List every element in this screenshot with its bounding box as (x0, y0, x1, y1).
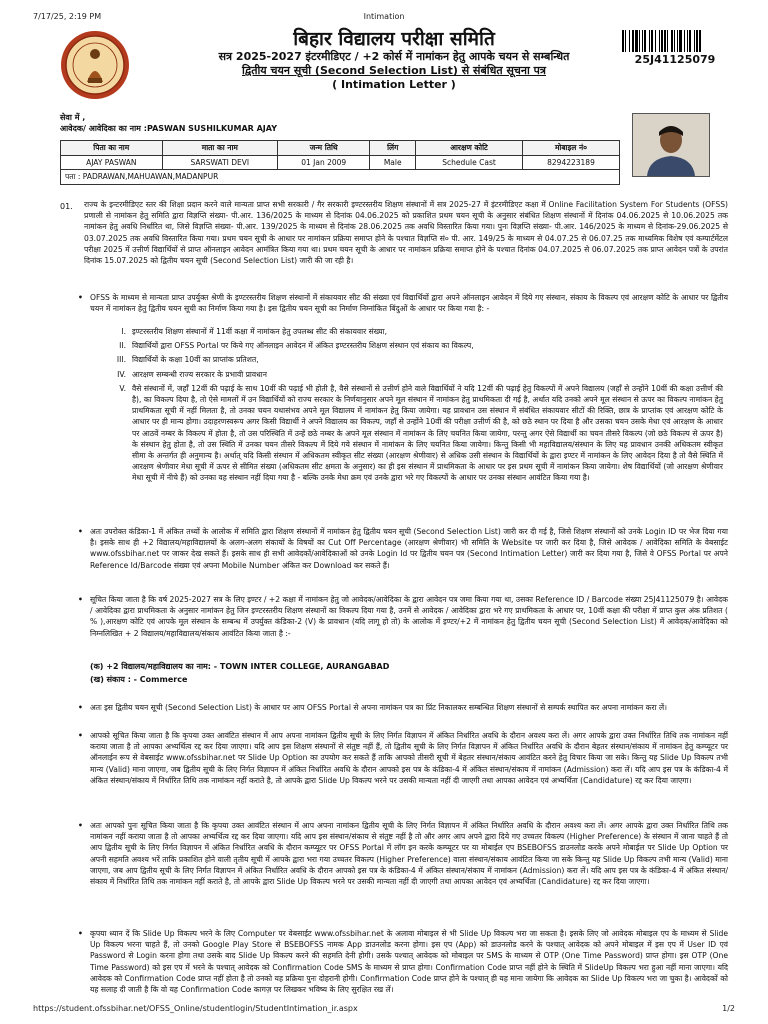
mother-name: SARSWATI DEVI (162, 156, 278, 170)
allotted-school-label: (क) +2 विद्यालय/महाविद्यालय का नाम: - (90, 662, 218, 671)
barcode-bar (671, 30, 673, 52)
criteria-text: आरक्षण सम्बन्धी राज्य सरकार के प्रभावी प्रावधान (132, 369, 267, 379)
col-dob: जन्म तिथि (278, 141, 370, 156)
seva-me: सेवा में , (60, 113, 86, 122)
barcode-bar (699, 30, 701, 52)
info-table-header-row (61, 141, 620, 156)
barcode-number: 25J41125079 (634, 53, 716, 66)
applicant-name-label: आवेदक/ आवेदिका का नाम : (60, 124, 147, 133)
date-of-birth: 01 Jan 2009 (278, 156, 370, 170)
criteria-number: I. (121, 327, 126, 336)
criteria-text: इण्टरस्तरीय शिक्षण संस्थानों में 11वीं कक्षा में नामांकन हेतु उपलब्ध सीट की संकायवार संख्या, (132, 327, 387, 336)
criteria-text: वैसे संस्थानों में, जहाँ 12वीं की पढ़ाई के साथ 10वीं की पढ़ाई भी होती है, वैसे संस्थानों से उत्तीर्ण होने वाले विद्यार्थियों ने यदि 12वीं की पढ़ाई हेतु विकल्पों में अपने विद्यालय (जहाँ से उन्होंने 10वीं की कक्षा उत्तीर्ण की है), का विकल्प दिया है, तो ऐसे मामलों में उन विद्यार्थियों को राज्य सरकार के निर्णयानुसार अपने मूल संस्थान में नामांकन हेतु प्राथमिकता दी गई है, अर्थात यदि उनको अपने मूल संस्थान से ऊपर का विकल्प नामांकन हेतु प्राथमिकता सूची में नहीं मिलता है, तो उनका चयन यथासंभव अपने मूल विद्यालय में नामांकन हेतु किया जायेगा। यह प्रावधान उस संस्थान में संबंधित संकायवार सीटों की रिक्ति, छात्र के प्राप्तांक एवं आरक्षण कोटि के आधार पर ही मान्य होगा। उदाहरणस्वरूप अगर किसी विद्यार्थी ने अपने विद्यालय का विकल्प, जहाँ से उन्होंने 10वीं की परीक्षा उत्तीर्ण की है, को छठे स्थान पर दिया है और उसका चयन उसके मेधा एवं आरक्षण के आधार पर आठवें नम्बर के विकल्प में होता है, तो उस परिस्थिति में उन्हें छठे नम्बर के अपने मूल संस्थान में नामांकन के लिए चयनित किया जायेगा, परन्तु अगर ऐसे विद्यार्थी का चयन तीसरे विकल्प (जो छठे विकल्प से ऊपर है) के संस्थान हेतु होता है, तो उस स्थिति में उनका चयन तीसरे विकल्प में दिये गये संस्थान में नामांकन के लिए चयनित किया जायेगा। किन्तु किसी भी महाविद्यालय/संस्थान के लिए यह प्रावधान उनकी अधिकतम स्वीकृत सीमा के अन्तर्गत ही अनुमान्य है। अर्थात् यदि किसी संस्थान में अधिकतम स्वीकृत सीट संख्या (आरक्षण श्रेणीवार) से अधिक उसी संस्थान के विद्यार्थियों के द्वारा इण्टर में नामांकन के लिए आवेदन दिया है तो वैसे स्थिति में आरक्षण श्रेणीवार मेधा सूची में ऊपर से सीमित संख्या (अधिकतम सीट क्षमता के अनुसार) का ही इस संस्थान में प्राथमिकता के आधार पर इस प्रथम सूची में नामांकन किया जायेगा। शेष विद्यार्थियों (जो आरक्षण श्रेणीवार मेधा सूची में नीचे हैं) को उनका वह संस्थान नहीं दिया गया है - बल्कि उनके मेधा क्रम एवं उनके द्वारा भरे गए विकल्पों के आधार पर उनका संस्थान आवंटित किया गया है। (132, 383, 723, 483)
print-url: https://student.ofssbihar.net/OFSS_Online/studentlogin/StudentIntimation_ir.aspx (33, 1004, 358, 1013)
barcode-bar (622, 30, 624, 52)
barcode-bar (667, 30, 668, 52)
bullet6-text: • अतः आपको पुनः सूचित किया जाता है कि कृपया उक्त आवंटित संस्थान में आप अपना नामांकन द्वितीय सूची के लिए निर्गत विज्ञापन में अंकित निर्धारित अवधि के दौरान अवश्य करा लें। अगर आपके द्वारा उक्त निर्धारित तिथि तक नामांकन नहीं कराया जाता है तो आपका अभ्यर्थित्व रद्द कर दिया जाएगा। यदि आप इस संस्थान/संकाय से संतुष्ट नहीं है तो और अगर आप अपने द्वारा दिये गए उच्चतर विकल्प (Higher Preference) के संस्थान में जाना चाहते हैं तो आप द्वितीय सूची के लिए निर्गत विज्ञापन में अंकित निर्धारित अवधि के दौरान कम्प्यूटर पर OFSS Portal में लॉग इन करके कम्प्यूटर पर या मोबाईल एप BSEBOFSS डाउनलोड करके अपने मोबाईल पर Slide Up Option पर अपनी सहमति अवश्य भरें ताकि प्रकाशित होने वाली तृतीय सूची में आपके द्वारा भरा गया उच्चतर विकल्प (Higher Preference) वाला संस्थान/संकाय आवंटित किया जा सके किन्तु यह Slide Up विकल्प तभी मान्य (Valid) माना जाएगा, जब आप द्वितीय सूची के लिए निर्गत विज्ञापन में अंकित निर्धारित अवधि के दौरान आपको इस पत्र के कंडिका-4 में अंकित संस्थान/संकाय में नामांकन (Admission) करा लें। यदि आप इस पत्र के कंडिका-4 में अंकित संस्थान/संकाय में निर्धारित तिथि तक नामांकन नहीं कराते है, तो आपके द्वारा Slide Up विकल्प भरने पर उसकी मान्यता नहीं दी जाएगी तथा आपका आवेदन एवं अभ्यर्थिता (Candidature) रद्द कर दिया जाएगा। (90, 820, 728, 887)
bullet5-text: • आपको सूचित किया जाता है कि कृपया उक्त आवंटित संस्थान में आप अपना नामांकन द्वितीय सूची के लिए निर्गत विज्ञापन में अंकित निर्धारित अवधि के दौरान अवश्य करा लें। अगर आपके द्वारा उक्त निर्धारित तिथि तक नामांकन नहीं कराया जाता है तो आपका अभ्यर्थित्व रद्द कर दिया जाएगा। यदि आप इस शिक्षण संस्थानों से संतुष्ट नहीं हैं, तो द्वितीय सूची के लिए निर्गत विज्ञापन में अंकित निर्धारित अवधि के दौरान बेहतर संस्थान/संकाय में नामांकन हेतु कम्प्यूटर पर ऑनलाईन रूप से वेबसाईट www.ofssbihar.net पर Slide Up Option का उपयोग कर सकते हैं ताकि आपको तीसरी सूची में बेहतर संस्थान/संकाय आवंटित करने हेतु विचार किया जा सके। किन्तु यह Slide Up विकल्प तभी मान्य (Valid) माना जाएगा, जब द्वितीय सूची के लिए निर्गत विज्ञापन में अंकित निर्धारित अवधि के दौरान आपको इस पत्र के कंडिका-4 में अंकित संस्थान/संकाय में नामांकन (Admission) करा लें। यदि आप इस पत्र के कंडिका-4 में अंकित संस्थान/संकाय में निर्धारित तिथि तक नामांकन नहीं कराते है, तो आपके द्वारा Slide Up विकल्प भरने पर उसकी मान्यता नहीं दी जाएगी तथा आपका आवेदन एवं अभ्यर्थिता (Candidature) रद्द कर दिया जाएगा। (90, 730, 728, 786)
col-father-name: पिता का नाम (61, 141, 163, 156)
col-gender: लिंग (370, 141, 416, 156)
applicant-photo (632, 113, 710, 177)
barcode-bar (644, 30, 646, 52)
allotted-faculty: Commerce (139, 675, 188, 684)
reservation-category: Schedule Cast (416, 156, 523, 170)
allotted-school: TOWN INTER COLLEGE, AURANGABAD (219, 662, 390, 671)
barcode-bar (661, 30, 663, 52)
barcode-bar (664, 30, 666, 52)
barcode-bar (649, 30, 650, 52)
barcode-bar (659, 30, 660, 52)
barcode-bar (696, 30, 698, 52)
address-label: पता : (65, 172, 81, 181)
browser-print-header (33, 12, 735, 22)
criteria-number: III. (116, 355, 126, 365)
criteria-text: विद्यार्थियों द्वारा OFSS Portal पर किये गए ऑनलाइन आवेदन में अंकित इण्टरस्तरीय शिक्षण संस्थान एवं संकाय का विकल्प, (132, 341, 474, 351)
applicant-name: PASWAN SUSHILKUMAR AJAY (146, 124, 277, 133)
barcode-icon (621, 30, 729, 52)
allotment-block (90, 660, 389, 686)
heading-line4: ( Intimation Letter ) (332, 78, 456, 91)
letter-heading (170, 28, 618, 92)
allotted-school-line (90, 660, 389, 673)
barcode-bar (677, 30, 678, 52)
barcode-bar (674, 30, 675, 52)
allotted-faculty-line (90, 673, 389, 686)
person-photo-icon (633, 114, 709, 176)
criteria-number: II. (119, 341, 126, 351)
barcode-bar (632, 30, 634, 52)
table-row (61, 156, 620, 170)
criteria-number: V. (119, 383, 126, 393)
bullet3-text: • सूचित किया जाता है कि वर्ष 2025-2027 सत्र के लिए इण्टर / +2 कक्षा में नामांकन हेतु जो आवेदक/आवेदिका के द्वारा आवेदन पत्र जमा किया गया था, उसका Reference ID / Barcode संख्या 25J41125079 है। आवेदक / आवेदिका द्वारा प्राथमिकता के अनुसार नामांकन हेतु जिन इण्टरस्तरीय शिक्षण संस्थानों का विकल्प दिया गया है, उनमें से आवेदक / आवेदिका द्वारा भरे गए प्राथमिकता के आधार पर, 10वीं कक्षा की परीक्षा में प्राप्त कुल अंक प्रतिशत ( % ),आरक्षण कोटि एवं आपके मूल संस्थान के सम्बन्ध में उपर्युक्त कंडिका-2 (V) के प्रावधान (यदि लागू हो तो) के आलोक में इण्टर/+2 में नामांकन हेतु द्वितीय चयन सूची (Second Selection List) में आवेदक/आवेदिका को निम्नलिखित + 2 विद्यालय/महाविद्यालय/संकाय आवंटित किया जाता है :- (90, 594, 728, 639)
col-category: आरक्षण कोटि (416, 141, 523, 156)
barcode-bar (694, 30, 695, 52)
board-title: बिहार विद्यालय परीक्षा समिति (293, 28, 495, 50)
criteria-list (110, 326, 723, 484)
barcode-bar (639, 30, 640, 52)
para1-number: 01. (60, 202, 73, 211)
applicant-info-table (60, 140, 620, 185)
barcode-bar (625, 30, 626, 52)
list-item (110, 369, 723, 380)
barcode-bar (689, 30, 691, 52)
heading-line3: द्वितीय चयन सूची (Second Selection List) से संबंधित सूचना पत्र (242, 64, 546, 77)
col-mobile: मोबाइल नं० (522, 141, 619, 156)
allotted-faculty-label: (ख) संकाय : - (90, 675, 137, 684)
browser-print-footer (33, 1004, 735, 1014)
father-name: AJAY PASWAN (61, 156, 163, 170)
barcode-bar (687, 30, 688, 52)
mobile-number: 8294223189 (522, 156, 619, 170)
list-item (110, 326, 723, 337)
address-cell (61, 170, 620, 185)
bseb-emblem-icon (60, 30, 130, 100)
print-page-number: 1/2 (722, 1004, 735, 1013)
list-item (110, 340, 723, 351)
applicant-name-line (60, 123, 277, 134)
address-row (61, 170, 620, 185)
barcode-bar (635, 30, 638, 52)
gender: Male (370, 156, 416, 170)
barcode-bar (684, 30, 685, 52)
print-tab-title: Intimation (363, 12, 405, 21)
barcode-bar (642, 30, 643, 52)
para1-text: राज्य के इन्टरमीडिएट स्तर की शिक्षा प्रदान करने वाले मान्यता प्राप्त सभी सरकारी / गैर सरकारी इण्टरस्तरीय शिक्षण संस्थानों में सत्र 2025-27 में इंटरमीडिएट कक्षा में Online Facilitation System For Students (OFSS) प्रणाली से नामांकन हेतु समिति द्वारा विज्ञप्ति संख्या- पी.आर. 136/2025 के माध्यम से दिनांक 04.06.2025 को प्रकाशित प्रथम चयन सूची के अनुसार संबंधित शिक्षण संस्थानों में दिनांक 04.06.2025 से 10.06.2025 तक नामांकन हेतु अवधि निर्धारित था, जिसे विज्ञप्ति संख्या- पी.आर. 139/2025 के माध्यम से दिनांक 28.06.2025 तक अवधि विस्तारित किया गया। पुनः विज्ञप्ति संख्या- पी.आर. 146/2025 के माध्यम से दिनांक-29.06.2025 से 03.07.2025 तक अवधि विस्तारित किया गया। प्रथम चयन सूची के आधार पर नामांकन प्रक्रिया समाप्त होने के पश्चात विज्ञप्ति सं० पी. आर. 149/25 के माध्यम से 04.07.25 से 06.07.25 तक माध्यमिक विशेष एवं कम्पार्टमेंटल परीक्षा 2025 में उत्तीर्ण विद्यार्थियों से प्राप्त ऑनलाइन आवेदन आमंत्रित किया गया था। प्रथम चयन सूची के आधार पर नामांकन प्रक्रिया समाप्त होने के पश्चात दिनांक 04.07.2025 से 06.07.2025 तक प्राप्त आवेदन पत्रों के उपरांत दिनांक 15.07.2025 को द्वितीय चयन सूची (Second Selection List) जारी की जा रही है। (84, 200, 728, 266)
criteria-text: विद्यार्थियों के कक्षा 10वीं का प्राप्तांक प्रतिशत, (132, 355, 259, 365)
barcode-bar (679, 30, 682, 52)
barcode-bar (655, 30, 656, 52)
print-datetime: 7/17/25, 2:19 PM (33, 12, 102, 21)
bullet1-text: • OFSS के माध्यम से मान्यता प्राप्त उपर्युक्त श्रेणी के इण्टरस्तरीय शिक्षण संस्थानों में संकायवार सीट की संख्या एवं विद्यार्थियों द्वारा अपने ऑनलाइन आवेदन में दिये गए संस्थान, संकाय के विकल्प एवं आरक्षण कोटि के आधार पर द्वितीय चयन में नामांकन हेतु द्वितीय चयन सूची का निर्माण किया गया है। इस द्वितीय चयन सूची का निर्माण निम्नांकित बिंदुओं के आधार पर किया गया है: - (90, 292, 728, 314)
bullet4-text: • अतः इस द्वितीय चयन सूची (Second Selection List) के आधार पर आप OFSS Portal से अपना नामांकन पत्र का प्रिंट निकालकर सम्बन्धित शिक्षण संस्थानों से सम्पर्क स्थापित कर अपना नामांकन करा लें। (90, 702, 728, 713)
criteria-number: IV. (117, 369, 126, 379)
list-item (110, 354, 723, 365)
list-item (110, 383, 723, 484)
bullet2-text: • अतः उपरोक्त कंडिका-1 में अंकित तथ्यों के आलोक में समिति द्वारा शिक्षण संस्थानों में नामांकन हेतु द्वितीय चयन सूची (Second Selection List) जारी कर दी गई है, जिसे शिक्षण संस्थानों को उनके Login ID पर भेज दिया गया है। इसके साथ ही +2 विद्यालय/महाविद्यालयों के अलग-अलग संकायों के विषयों का Cut Off Percentage (आरक्षण श्रेणीवार) भी समिति के Website पर जारी कर दिया है, जिसे आवेदक / आवेदिका समिति के वेबसाईट www.ofssbihar.net पर जाकर देख सकते हैं। इसके साथ ही सभी आवेदकों/आवेदिकाओं को उनके Login Id पर द्वितीय चयन पत्र (Second Intimation Letter) जारी कर दिया गया है, जिसे वे OFSS Portal पर अपने Reference Id/Barcode संख्या एवं अपना Mobile Number अंकित कर Download कर सकते हैं। (90, 526, 728, 571)
barcode-bar (651, 30, 653, 52)
barcode-bar (629, 30, 630, 52)
bullet7-text: • कृपया ध्यान दें कि Slide Up विकल्प भरने के लिए Computer पर वेबसाईट www.ofssbihar.net के अलावा मोबाइल से भी Slide Up विकल्प भरा जा सकता है। इसके लिए जो आवेदक मोबाइल एप के माध्यम से Slide Up विकल्प भरना चाहते हैं, तो उनको Google Play Store से BSEBOFSS नामक App डाउनलोड करना होगा। इस एप (App) को डाउनलोड करने के पश्चात् आवेदक को अपने मोबाइल में इस एप में User ID एवं Password से Login करना होगा तथा उसके बाद Slide Up विकल्प करने की सहमति देनी होगी। उसके पश्चात् आवेदक को मोबाइल पर SMS के माध्यम से OTP (One Time Password) प्राप्त होगा। इस OTP (One Time Password) को इस एप में भरने के पश्चात् आवेदक को Confirmation Code SMS के माध्यम से प्राप्त होगा। Confirmation Code प्राप्त नहीं होने के स्थिति में SlideUp विकल्प भरा हुआ नहीं माना जाएगा। यदि आवेदक को Confirmation Code प्राप्त नहीं होता है तो उनको यह प्रक्रिया पुनः दोहरानी होगी। Confirmation Code प्राप्त होने के पश्चात् ही यह माना जायेगा कि आवेदक का Slide Up विकल्प भरा जा चुका है। आवेदकों को यह सलाह दी जाती है कि वो यह Confirmation Code कागज़ पर लिखकर भविष्य के लिए सुरक्षित रख लें। (90, 928, 728, 995)
address-value: PADRAWAN,MAHUAWAN,MADANPUR (82, 172, 219, 181)
heading-line2: सत्र 2025-2027 इंटरमीडिएट / +2 कोर्स में नामांकन हेतु आपके चयन से सम्बन्धित (218, 50, 570, 63)
col-mother-name: माता का नाम (162, 141, 278, 156)
recipient-block (60, 112, 277, 134)
